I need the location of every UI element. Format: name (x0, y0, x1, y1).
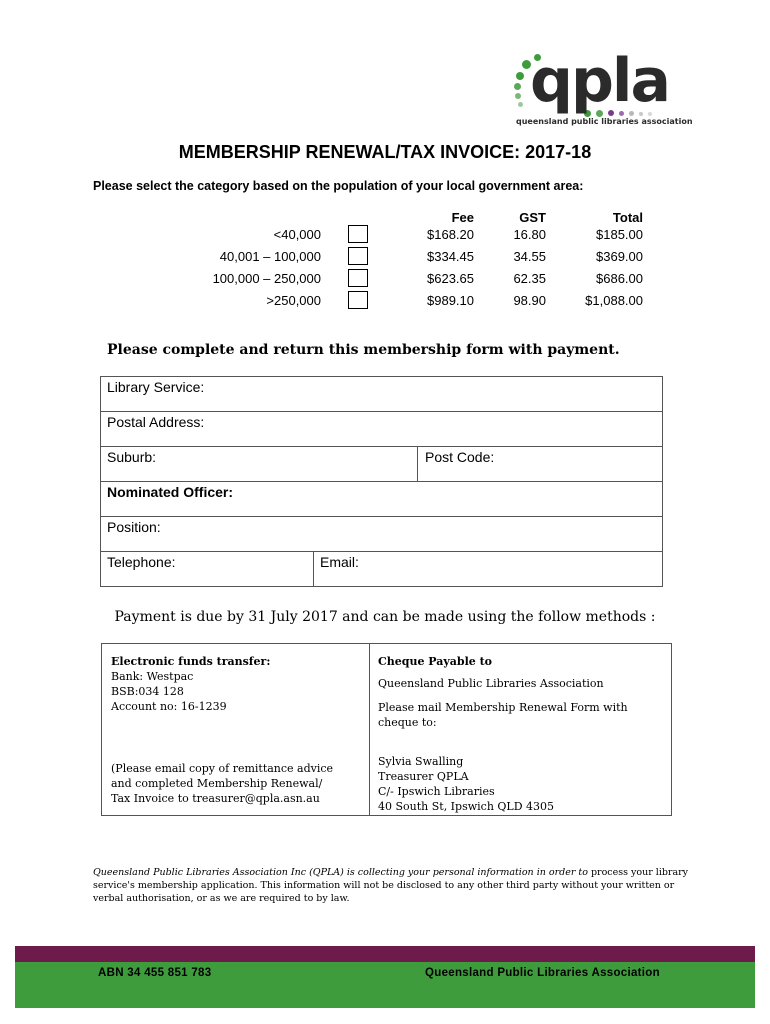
total-value: $1,088.00 (585, 293, 643, 308)
category-label: >250,000 (266, 293, 321, 308)
divider (369, 644, 370, 815)
membership-form (100, 376, 663, 587)
postal-address-label: Postal Address: (107, 414, 205, 430)
address-line: C/- Ipswich Libraries (378, 785, 495, 798)
address-line: 40 South St, Ipswich QLD 4305 (378, 800, 555, 813)
fee-value: $334.45 (427, 249, 474, 264)
email-label: Email: (320, 554, 359, 570)
nominated-officer-field[interactable] (101, 482, 662, 517)
qpla-logo (512, 46, 693, 132)
suburb-field[interactable] (101, 447, 417, 481)
address-line: Treasurer QPLA (378, 770, 469, 783)
fee-header: Fee (451, 210, 474, 225)
account-text: Account no: 16-1239 (111, 700, 227, 713)
footer-org-name: Queensland Public Libraries Association (425, 967, 660, 979)
total-header: Total (612, 210, 643, 225)
library-service-field[interactable] (101, 377, 662, 412)
postal-address-field[interactable] (101, 412, 662, 447)
gst-value: 62.35 (513, 271, 546, 286)
fee-value: $168.20 (427, 227, 474, 242)
post-code-field[interactable] (418, 447, 662, 481)
eft-note: Tax Invoice to treasurer@qpla.asn.au (111, 792, 320, 805)
category-instruction: Please select the category based on the population of your local government area: (93, 179, 584, 193)
telephone-email-row (101, 552, 662, 586)
logo-dot (514, 83, 521, 90)
category-checkbox[interactable] (348, 247, 368, 265)
footer-purple-band (15, 946, 755, 962)
fee-value: $623.65 (427, 271, 474, 286)
mail-note: Please mail Membership Renewal Form with (378, 701, 628, 714)
page-title: MEMBERSHIP RENEWAL/TAX INVOICE: 2017-18 (178, 142, 592, 162)
address-line: Sylvia Swalling (378, 755, 464, 768)
library-service-label: Library Service: (107, 379, 205, 395)
nominated-officer-label: Nominated Officer: (107, 484, 234, 500)
suburb-postcode-row (101, 447, 662, 482)
category-label: 40,001 – 100,000 (219, 249, 321, 264)
telephone-field[interactable] (101, 552, 313, 586)
position-field[interactable] (101, 517, 662, 552)
eft-note: and completed Membership Renewal/ (111, 777, 323, 790)
bsb-text: BSB:034 128 (111, 685, 184, 698)
privacy-rest: process your library service's membership application. This information will not be disclosed to any other third party without your written or verbal authorisation, or as we are required to by law. (93, 867, 689, 904)
logo-tagline: queensland public libraries association (516, 117, 693, 126)
gst-value: 16.80 (513, 227, 546, 242)
logo-dot (518, 102, 523, 107)
fee-value: $989.10 (427, 293, 474, 308)
logo-wordmark: qpla (530, 46, 669, 116)
payment-methods-table (101, 643, 672, 816)
total-value: $369.00 (596, 249, 643, 264)
post-code-label: Post Code: (425, 449, 495, 465)
footer-abn: ABN 34 455 851 783 (98, 967, 212, 979)
gst-header: GST (519, 210, 546, 225)
position-label: Position: (107, 519, 161, 535)
category-checkbox[interactable] (348, 269, 368, 287)
category-checkbox[interactable] (348, 291, 368, 309)
logo-dot (516, 72, 524, 80)
email-field[interactable] (314, 552, 662, 586)
eft-note: (Please email copy of remittance advice (111, 762, 334, 775)
suburb-label: Suburb: (107, 449, 157, 465)
complete-form-instruction: Please complete and return this membership form with payment. (107, 342, 620, 358)
mail-note: cheque to: (378, 716, 437, 729)
total-value: $185.00 (596, 227, 643, 242)
telephone-label: Telephone: (107, 554, 176, 570)
category-label: 100,000 – 250,000 (212, 271, 321, 286)
payment-due-text: Payment is due by 31 July 2017 and can be made using the follow methods : (114, 609, 656, 625)
bank-text: Bank: Westpac (111, 670, 194, 683)
category-label: <40,000 (273, 227, 321, 242)
gst-value: 98.90 (513, 293, 546, 308)
privacy-statement (93, 866, 693, 905)
privacy-italic: Queensland Public Libraries Association Inc (QPLA) is collecting your personal information in order to (93, 867, 588, 878)
total-value: $686.00 (596, 271, 643, 286)
gst-value: 34.55 (513, 249, 546, 264)
payee-text: Queensland Public Libraries Association (378, 677, 604, 690)
cheque-title: Cheque Payable to (378, 655, 493, 668)
category-checkbox[interactable] (348, 225, 368, 243)
eft-title: Electronic funds transfer: (111, 655, 271, 668)
logo-dot (515, 93, 521, 99)
